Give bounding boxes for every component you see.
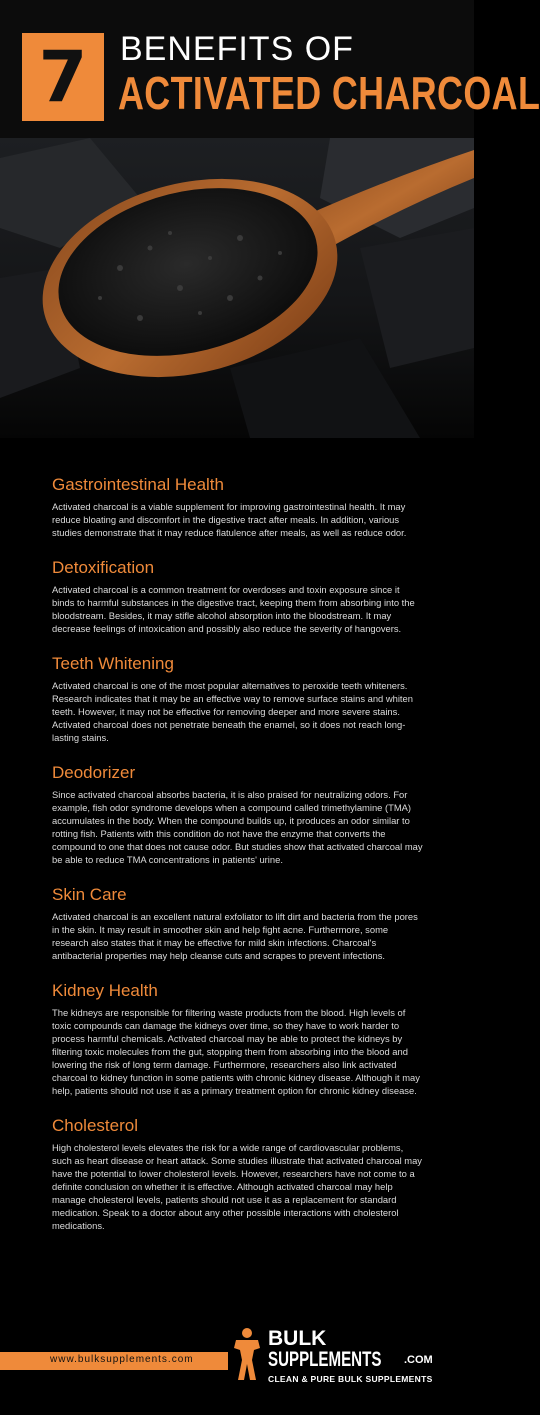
footer — [0, 1318, 474, 1415]
benefit-heading: Skin Care — [52, 885, 127, 904]
brand-tagline: CLEAN & PURE BULK SUPPLEMENTS — [268, 1374, 433, 1384]
benefit-section — [52, 980, 424, 1097]
benefit-text: The kidneys are responsible for filtering waste products from the blood. High levels of toxic compounds can damage the kidneys over time, so they have to work harder to process harmful chemicals. Activated charcoal may be able to protect the kidneys by filtering toxic molecules from the gut, stopping them from absorbing into the blood and lowering the risk of long term damage. Furthermore, researchers also link activated charcoal to kidney function in some patients with chronic kidney disease. Although it may help, patients should not use it as a primary treatment option for chronic kidney disease. — [52, 1007, 420, 1096]
title-line-1: BENEFITS OF — [120, 30, 354, 68]
benefit-heading: Kidney Health — [52, 981, 158, 1000]
benefit-section — [52, 474, 424, 539]
benefit-text: Activated charcoal is a common treatment for overdoses and toxin exposure since it binds to harmful substances in the digestive tract, keeping them from absorbing into the bloodstream. Besides, it may stifle alcohol absorption into the bloodstream. It may decrease feelings of intoxication and possibly also reduce the severity of hangovers. — [52, 584, 415, 634]
benefit-text: Activated charcoal is a viable supplement for improving gastrointestinal health. It may reduce bloating and discomfort in the digestive tract after meals. In addition, various studies demonstrate that it may reduce flatulence after meals, as well as reduce odor. — [52, 501, 407, 538]
benefit-section — [52, 884, 424, 962]
benefit-heading: Teeth Whitening — [52, 654, 174, 673]
benefits-list — [52, 474, 424, 1250]
bodybuilder-logo-icon — [232, 1326, 262, 1382]
title-line-2: ACTIVATED CHARCOAL — [118, 67, 540, 119]
benefit-heading: Deodorizer — [52, 763, 136, 782]
benefit-heading: Gastrointestinal Health — [52, 475, 224, 494]
brand-name-line2: SUPPLEMENTS — [268, 1348, 382, 1371]
benefit-section — [52, 653, 424, 744]
benefit-text: Activated charcoal is one of the most popular alternatives to peroxide teeth whiteners. Research indicates that it may be an effective way to remove surface stains and whiten teeth. However, it may not be effective for removing deeper and more severe stains. Activated charcoal does not penetrate beneath the enamel, so it does not reach long-lasting stains. — [52, 680, 413, 743]
benefit-section — [52, 557, 424, 635]
benefit-count: 7 — [38, 36, 88, 118]
benefit-section — [52, 762, 424, 866]
brand-name-line1: BULK — [268, 1327, 327, 1350]
website-link[interactable]: www.bulksupplements.com — [50, 1354, 194, 1365]
benefit-heading: Detoxification — [52, 558, 155, 577]
benefit-text: Activated charcoal is an excellent natural exfoliator to lift dirt and bacteria from the pores in the skin. It may result in smoother skin and help fight acne. Furthermore, some research also states that it may be effective for mild skin infections. Charcoal's antibacterial properties may help cleanse cuts and scrapes to prevent infections. — [52, 911, 418, 961]
benefit-section — [52, 1115, 424, 1232]
number-badge — [22, 33, 104, 121]
charcoal-spoon-image — [0, 138, 474, 438]
benefit-text: Since activated charcoal absorbs bacteria, it is also praised for neutralizing odors. For example, fish odor syndrome develops when a compound called trimethylamine (TMA) accumulates in the body. When the compound builds up, it produces an odor similar to rotting fish. Patients with this condition do not have the enzyme that converts the compound to one that does not cause odor. But studies show that activated charcoal may be able to reduce TMA concentrations in patients' urine. — [52, 789, 423, 865]
brand-suffix: .COM — [404, 1354, 433, 1366]
benefit-heading: Cholesterol — [52, 1116, 138, 1135]
benefit-text: High cholesterol levels elevates the risk for a wide range of cardiovascular problems, such as heart disease or heart attack. Some studies illustrate that activated charcoal may have the potential to lower cholesterol levels. However, researchers have not come to a definite conclusion on whether it is effective. Although activated charcoal may help manage cholesterol levels, patients should not use it as a replacement for standard medication. Speak to a doctor about any other possible interactions with cholesterol medications. — [52, 1142, 422, 1231]
header — [0, 0, 540, 138]
